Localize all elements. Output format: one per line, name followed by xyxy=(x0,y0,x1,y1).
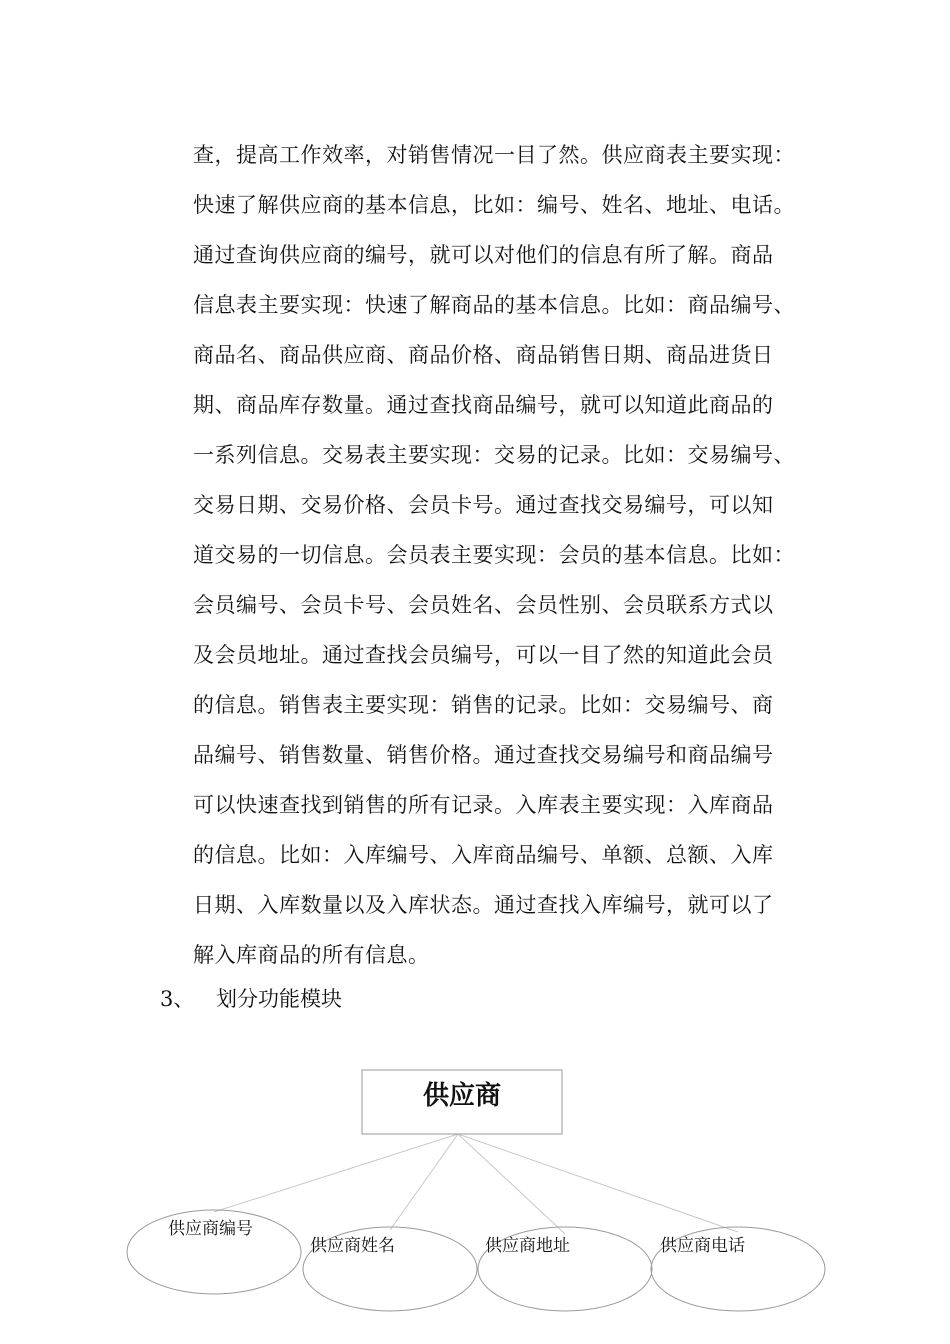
paragraph-line: 品编号、销售数量、销售价格。通过查找交易编号和商品编号 xyxy=(193,743,774,767)
connector-line xyxy=(458,1134,565,1234)
paragraph-line: 会员编号、会员卡号、会员姓名、会员性别、会员联系方式以 xyxy=(193,593,774,617)
child-node-label: 供应商地址 xyxy=(485,1236,570,1256)
connector-line xyxy=(458,1134,738,1232)
root-node-label: 供应商 xyxy=(422,1081,502,1111)
child-node-label: 供应商电话 xyxy=(660,1236,745,1256)
paragraph-line: 商品名、商品供应商、商品价格、商品销售日期、商品进货日 xyxy=(193,343,774,367)
paragraph-line: 日期、入库数量以及入库状态。通过查找入库编号，就可以了 xyxy=(193,893,774,917)
paragraph-line: 信息表主要实现：快速了解商品的基本信息。比如：商品编号、 xyxy=(193,293,795,317)
paragraph-line: 道交易的一切信息。会员表主要实现：会员的基本信息。比如： xyxy=(193,543,795,567)
section-number: 3、 xyxy=(160,987,195,1011)
paragraph-line: 可以快速查找到销售的所有记录。入库表主要实现：入库商品 xyxy=(193,793,774,817)
paragraph-line: 交易日期、交易价格、会员卡号。通过查找交易编号，可以知 xyxy=(193,493,774,517)
connector-line xyxy=(390,1134,458,1230)
paragraph-line: 解入库商品的所有信息。 xyxy=(193,943,430,967)
section-title: 划分功能模块 xyxy=(216,987,342,1011)
paragraph-line: 快速了解供应商的基本信息，比如：编号、姓名、地址、电话。 xyxy=(193,193,795,217)
child-node-label: 供应商编号 xyxy=(168,1219,253,1239)
paragraph-line: 一系列信息。交易表主要实现：交易的记录。比如：交易编号、 xyxy=(193,443,795,467)
paragraph-line: 查，提高工作效率，对销售情况一目了然。供应商表主要实现： xyxy=(193,143,795,167)
paragraph-line: 通过查询供应商的编号，就可以对他们的信息有所了解。商品 xyxy=(193,243,774,267)
child-node-label: 供应商姓名 xyxy=(310,1236,395,1256)
paragraph-line: 的信息。比如：入库编号、入库商品编号、单额、总额、入库 xyxy=(193,843,774,867)
paragraph-line: 期、商品库存数量。通过查找商品编号，就可以知道此商品的 xyxy=(193,393,774,417)
paragraph-line: 的信息。销售表主要实现：销售的记录。比如：交易编号、商 xyxy=(193,693,774,717)
connector-line xyxy=(214,1134,458,1212)
paragraph-line: 及会员地址。通过查找会员编号，可以一目了然的知道此会员 xyxy=(193,643,774,667)
